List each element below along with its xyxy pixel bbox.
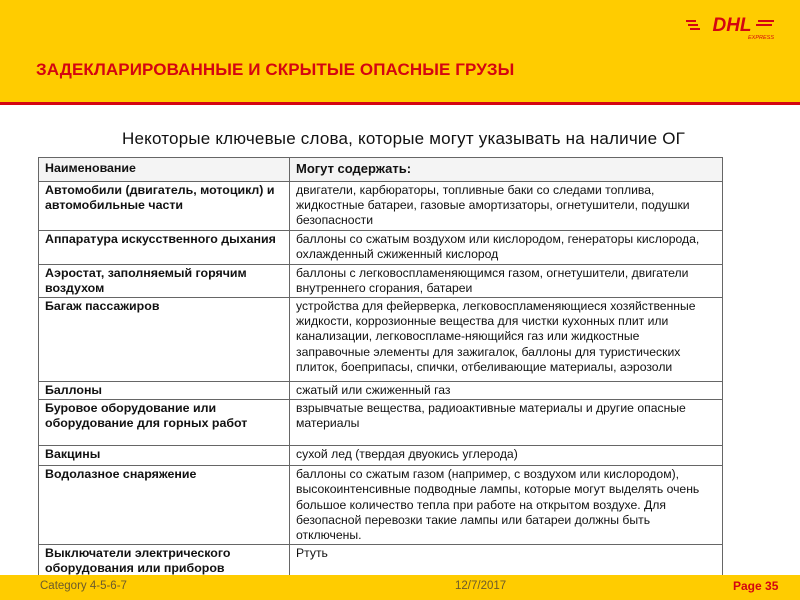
- table-row: [39, 298, 723, 382]
- row-content: баллоны с легковоспламеняющимся газом, огнетушители, двигатели внутреннего сгорания, батареи: [290, 264, 723, 297]
- row-name: Водолазное снаряжение: [39, 466, 290, 545]
- table-row: [39, 382, 723, 400]
- table-header-row: [39, 158, 723, 182]
- keywords-table: [38, 157, 723, 579]
- row-content: баллоны со сжатым воздухом или кислородом, генераторы кислорода, охлажденный сжиженный кислород: [290, 230, 723, 264]
- table-row: [39, 230, 723, 264]
- header-bar: [0, 0, 800, 102]
- footer-bar: [0, 575, 800, 600]
- row-content: взрывчатые вещества, радиоактивные материалы и другие опасные материалы: [290, 400, 723, 446]
- header-cell-content: Могут содержать:: [290, 158, 723, 182]
- row-name: Баллоны: [39, 382, 290, 400]
- table-row: [39, 466, 723, 545]
- row-content: двигатели, карбюраторы, топливные баки со следами топлива, жидкостные батареи, газовые амортизаторы, огнетушители, подушки безопасности: [290, 182, 723, 231]
- row-content: баллоны со сжатым газом (например, с воздухом или кислородом), высокоинтенсивные подводные лампы, которые могут выделять очень большое количество тепла при работе на открытом воздухе. Для безопасной перевозки такие лампы или батареи должны быть отключены.: [290, 466, 723, 545]
- row-content: сжатый или сжиженный газ: [290, 382, 723, 400]
- row-name: Аппаратура искусственного дыхания: [39, 230, 290, 264]
- header-divider: [0, 102, 800, 105]
- row-content: сухой лед (твердая двуокись углерода): [290, 446, 723, 466]
- footer-date: 12/7/2017: [455, 580, 507, 592]
- row-name: Автомобили (двигатель, мотоцикл) и автомобильные части: [39, 182, 290, 231]
- table-row: [39, 545, 723, 578]
- row-name: Аэростат, заполняемый горячим воздухом: [39, 264, 290, 297]
- row-name: Буровое оборудование или оборудование для горных работ: [39, 400, 290, 446]
- footer-category: Category 4-5-6-7: [40, 580, 127, 592]
- row-name: Вакцины: [39, 446, 290, 466]
- row-name: Выключатели электрического оборудования или приборов: [39, 545, 290, 578]
- logo-subtext: EXPRESS: [748, 35, 774, 40]
- row-content: устройства для фейерверка, легковоспламеняющиеся хозяйственные жидкости, коррозионные вещества для чистки кухонных плит или канализации, легковоспламе-няющийся газ или жидкостные заправочные элементы для зажигалок, баллоны для туристических плиток, боеприпасы, спички, отбеливающие материалы, аэрозоли: [290, 298, 723, 382]
- page-title: ЗАДЕКЛАРИРОВАННЫЕ И СКРЫТЫЕ ОПАСНЫЕ ГРУЗЫ: [36, 60, 515, 79]
- table-row: [39, 182, 723, 231]
- logo-text: DHL: [712, 15, 752, 36]
- footer-page-number: Page 35: [733, 579, 779, 593]
- table-row: [39, 400, 723, 446]
- row-content: Ртуть: [290, 545, 723, 578]
- row-name: Багаж пассажиров: [39, 298, 290, 382]
- header-cell-name: Наименование: [39, 158, 290, 182]
- subtitle: Некоторые ключевые слова, которые могут указывать на наличие ОГ: [122, 129, 686, 148]
- table-row: [39, 446, 723, 466]
- dhl-logo-icon: [686, 10, 776, 40]
- table-row: [39, 264, 723, 297]
